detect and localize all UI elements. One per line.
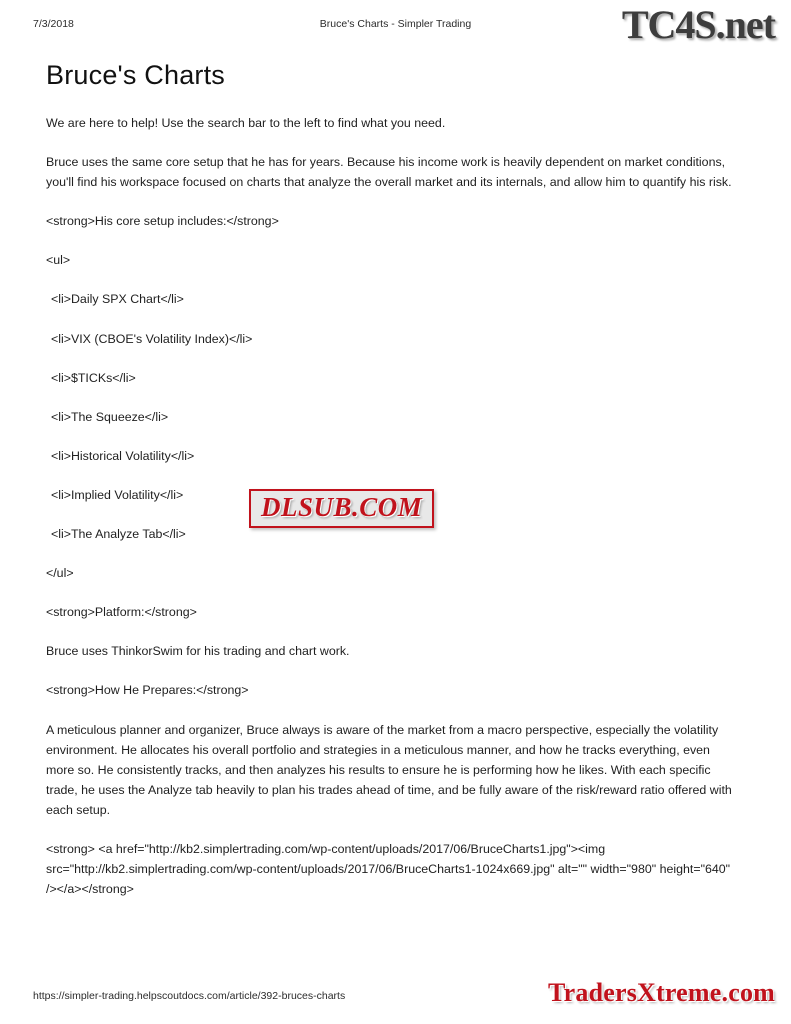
markup-platform-heading: <strong>Platform:</strong> — [46, 605, 197, 620]
paragraph-intro: We are here to help! Use the search bar to the left to find what you need. — [46, 116, 446, 130]
paragraph-setup-overview: Bruce uses the same core setup that he has for years. Because his income work is heavily dependent on market conditions, you'll find his workspace focused on charts that analyze the overall market and its internals, and allow him to quantify his risk. — [46, 155, 732, 190]
header-date: 7/3/2018 — [33, 18, 74, 30]
footer-source-url: https://simpler-trading.helpscoutdocs.com/article/392-bruces-charts — [33, 990, 346, 1002]
list-item: <li>Historical Volatility</li> — [51, 448, 195, 463]
markup-how-he-prepares-heading: <strong>How He Prepares:</strong> — [46, 683, 249, 698]
page-title: Bruce's Charts — [46, 60, 226, 90]
markup-list-close: </ul> — [46, 566, 74, 581]
list-item: <li>VIX (CBOE's Volatility Index)</li> — [51, 331, 253, 346]
tradersxtreme-watermark: TradersXtreme.com — [548, 978, 775, 1007]
paragraph-platform: Bruce uses ThinkorSwim for his trading and chart work. — [46, 644, 350, 659]
tc4s-watermark: TC4S.net — [621, 2, 775, 47]
list-item: <li>Implied Volatility</li> — [51, 487, 184, 502]
list-item: <li>The Analyze Tab</li> — [51, 527, 186, 542]
list-item: <li>Daily SPX Chart</li> — [51, 292, 184, 307]
markup-core-setup-heading: <strong>His core setup includes:</strong> — [46, 214, 279, 229]
paragraph-how-he-prepares: A meticulous planner and organizer, Bruce always is aware of the market from a macro perspective, especially the volatility environment. He allocates his overall portfolio and strategies in a meticulous manner, and how he tracks everything, even more so. He consistently tracks, and then analyzes his results to ensure he is performing how he likes. With each specific trade, he uses the Analyze tab heavily to plan his trades ahead of time, and be fully aware of the risk/reward ratio offered with each setup. — [46, 722, 732, 817]
page-footer — [0, 972, 791, 1007]
markup-list-open: <ul> — [46, 253, 71, 268]
list-item: <li>The Squeeze</li> — [51, 409, 169, 424]
dlsub-watermark: DLSUB.COM — [249, 489, 434, 528]
list-item: <li>$TICKs</li> — [51, 370, 136, 385]
markup-image-link: <strong> <a href="http://kb2.simplertrading.com/wp-content/uploads/2017/06/BruceCharts1.jpg"><img src="http://kb2.simplertrading.com/wp-content/uploads/2017/06/BruceCharts1-1024x669.jpg" alt="" width="980" height="640" /></a></strong> — [46, 841, 731, 897]
header-title: Bruce's Charts - Simpler Trading — [319, 18, 472, 30]
